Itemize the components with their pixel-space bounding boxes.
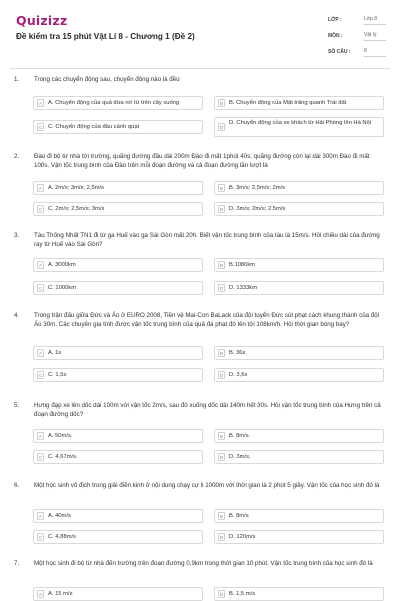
option-letter: B	[219, 351, 224, 356]
question-text: Hưng đạp xe lên dốc dài 100m với vận tốc 2m/s, sau đó xuống dốc dài 140m hết 30s. Hỏi vận tốc trung bình của Hưng trên cả đoạn đường dốc?	[34, 402, 381, 418]
option-a[interactable]	[33, 346, 203, 360]
option-text: C. 1000km	[48, 285, 77, 291]
option-d[interactable]	[214, 281, 384, 295]
question-text: Một học sinh đi bộ từ nhà đến trường trên đoạn đường 0,9km trong thời gian 10 phút. Vận tốc trung bình của học sinh đó là	[34, 560, 373, 567]
meta-panel	[328, 14, 386, 62]
option-text: C. 2m/s; 2,5m/s; 3m/s	[48, 206, 105, 212]
meta-class	[328, 14, 386, 30]
option-c[interactable]	[33, 281, 203, 295]
option-text: A. 40m/s	[48, 513, 71, 519]
worksheet-header	[10, 0, 390, 69]
option-c[interactable]	[33, 368, 203, 382]
question-number: 1.	[14, 76, 20, 83]
option-c[interactable]	[33, 120, 203, 134]
option-text: C. 4,88m/s	[48, 534, 77, 540]
option-a[interactable]	[33, 429, 203, 443]
option-a[interactable]	[33, 181, 203, 195]
option-d[interactable]	[214, 202, 384, 216]
question-text: Trong trận đấu giữa Đức và Áo ở EURO 2008, Tiền vệ Mai-Con BaLack của đội tuyển Đức sút phạt cách khung thành của đội Áo 30m. Các chuyên gia tính được vận tốc trung bình của quả đá phạt đó lên tới 108km/h. Hỏi thời gian bóng bay?	[34, 312, 380, 328]
option-text: A. 1s	[48, 350, 62, 356]
option-letter: A	[38, 592, 43, 597]
option-letter: D	[219, 286, 224, 291]
option-text: A. 3000km	[48, 262, 76, 268]
option-d[interactable]	[214, 368, 384, 382]
meta-count-label: SỐ CÂU :	[328, 49, 351, 55]
option-c[interactable]	[33, 530, 203, 544]
meta-subject	[328, 30, 386, 46]
option-b[interactable]	[214, 509, 384, 523]
option-letter: A	[38, 263, 43, 268]
question-number: 2.	[14, 153, 20, 160]
option-letter: C	[38, 286, 43, 291]
option-letter: A	[38, 514, 43, 519]
option-d[interactable]	[214, 450, 384, 464]
option-letter: D	[219, 535, 224, 540]
option-d[interactable]	[214, 530, 384, 544]
option-b[interactable]	[214, 429, 384, 443]
option-letter: D	[219, 207, 224, 212]
option-letter: B	[219, 514, 224, 519]
question-text: Một học sinh vô địch trong giải điền kinh ở nội dung chạy cự li 1000m với thời gian là 2 phút 5 giây. Vận tốc của học sinh đó là	[34, 482, 380, 489]
meta-subject-label: MÔN :	[328, 33, 343, 39]
option-letter: C	[38, 373, 43, 378]
option-text: A. 15 m/s	[48, 591, 73, 597]
option-text: C. 1,5s	[48, 372, 67, 378]
option-b[interactable]	[214, 181, 384, 195]
option-text: B.1080km	[229, 262, 256, 268]
option-letter: A	[38, 186, 43, 191]
option-text: B. 8m/s.	[229, 433, 251, 439]
option-letter: B	[219, 434, 224, 439]
option-text: D. 3m/s; 2m/s; 2,5m/s	[229, 206, 286, 212]
option-text: B. Chuyển động của Mặt trăng quanh Trái đất	[229, 100, 347, 106]
option-text: D. Chuyển động của xe khách từ Hải Phòng lên Hà Nội	[229, 120, 372, 126]
option-letter: C	[38, 455, 43, 460]
question-number: 3.	[14, 232, 20, 239]
option-letter: C	[38, 535, 43, 540]
option-letter: B	[219, 186, 224, 191]
question-number: 6.	[14, 482, 20, 489]
option-text: D. 1333km	[229, 285, 258, 291]
option-letter: B	[219, 263, 224, 268]
option-letter: C	[38, 207, 43, 212]
option-text: A. Chuyển động của quả dừa rơi từ trên cây xuống	[48, 100, 180, 106]
option-text: A. 2m/s; 3m/s; 2,5m/s	[48, 185, 105, 191]
option-letter: A	[38, 434, 43, 439]
option-b[interactable]	[214, 96, 384, 110]
option-d[interactable]	[214, 117, 384, 137]
option-letter: A	[38, 101, 43, 106]
option-a[interactable]	[33, 96, 203, 110]
question-number: 7.	[14, 560, 20, 567]
question-text: Tàu Thống Nhất TN1 đi từ ga Huế vào ga Sài Gòn mất 20h. Biết vận tốc trung bình của tàu là 15m/s. Hỏi chiều dài của đường ray từ Huế vào Sài Gòn?	[34, 232, 380, 248]
option-letter: D	[219, 455, 224, 460]
option-text: B. 1,5 m/s	[229, 591, 256, 597]
quizizz-logo: Quizizz	[16, 13, 68, 28]
meta-class-value[interactable]: Lớp 8	[364, 14, 386, 25]
option-letter: B	[219, 101, 224, 106]
option-a[interactable]	[33, 258, 203, 272]
option-b[interactable]	[214, 346, 384, 360]
option-text: D. 3m/s.	[229, 454, 251, 460]
option-text: C. 4,67m/s.	[48, 454, 78, 460]
option-a[interactable]	[33, 509, 203, 523]
meta-subject-value[interactable]: Vật lý	[364, 30, 386, 41]
option-b[interactable]	[214, 587, 384, 601]
option-text: C. Chuyển động của đầu cánh quạt	[48, 124, 140, 130]
option-text: B. 36s	[229, 350, 246, 356]
option-text: B. 8m/s	[229, 513, 249, 519]
option-letter: C	[38, 125, 43, 130]
option-text: A. 50m/s.	[48, 433, 73, 439]
meta-class-label: LỚP :	[328, 17, 342, 23]
option-letter: D	[219, 373, 224, 378]
option-text: B. 3m/s; 2,5m/s; 2m/s	[229, 185, 286, 191]
option-c[interactable]	[33, 202, 203, 216]
question-number: 5.	[14, 402, 20, 409]
option-b[interactable]	[214, 258, 384, 272]
option-text: D. 3,6s	[229, 372, 248, 378]
option-letter: D	[219, 125, 224, 130]
option-letter: A	[38, 351, 43, 356]
meta-count	[328, 46, 386, 62]
option-c[interactable]	[33, 450, 203, 464]
question-number: 4.	[14, 312, 20, 319]
option-letter: B	[219, 592, 224, 597]
worksheet-title: Đề kiểm tra 15 phút Vật Lí 8 - Chương 1 (Đề 2)	[16, 32, 195, 41]
option-text: D. 120m/s	[229, 534, 256, 540]
question-text: Trong các chuyển động sau, chuyển động nào là đều	[34, 76, 180, 83]
question-text: Đào đi bộ từ nhà tới trường, quãng đường đầu dài 200m Đào đi mất 1phút 40s; quãng đường còn lại dài 300m Đào đi mất 100s. Vận tốc trung bình của Đào trên mỗi đoạn đường và cả đoạn đường lần lượt là	[34, 153, 370, 169]
meta-count-value[interactable]: 8	[364, 46, 386, 57]
option-a[interactable]	[33, 587, 203, 601]
